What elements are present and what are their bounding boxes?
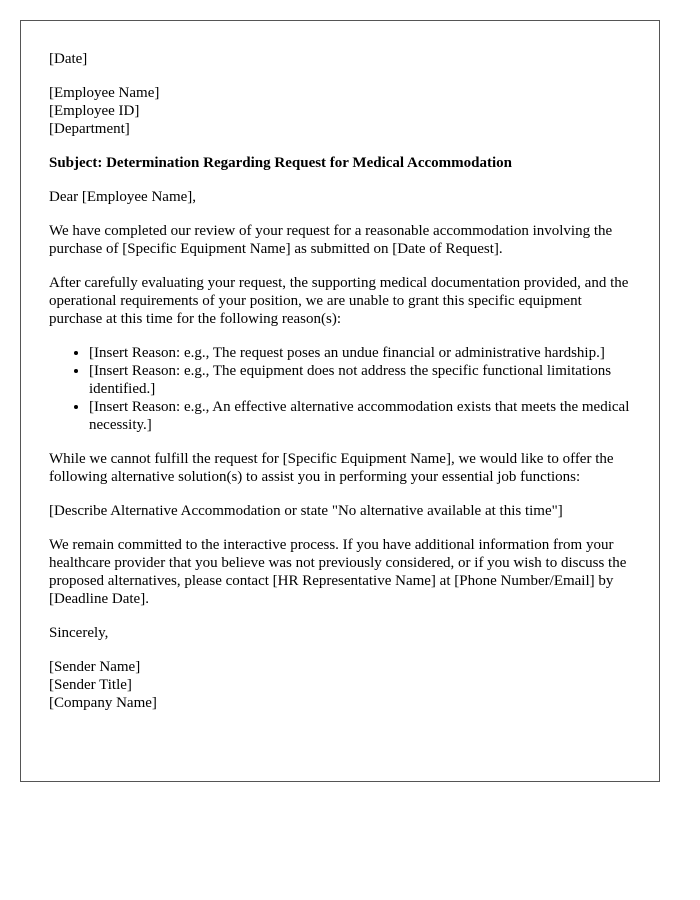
reasons-list <box>49 344 631 434</box>
paragraph-alternative-offer: While we cannot fulfill the request for [Specific Equipment Name], we would like to offer the following alternative solution(s) to assist you in performing your essential job functions: <box>49 451 614 485</box>
sender-company: [Company Name] <box>49 695 157 711</box>
recipient-block <box>49 84 631 138</box>
paragraph-interactive-process: We remain committed to the interactive process. If you have additional information from your healthcare provider that you believe was not previously considered, or if you wish to discuss the proposed alternatives, please contact [HR Representative Name] at [Phone Number/Email] by [Deadline Date]. <box>49 537 627 607</box>
signature-block <box>49 658 631 712</box>
subject-line: Subject: Determination Regarding Request for Medical Accommodation <box>49 155 512 171</box>
reason-item: • [Insert Reason: e.g., An effective alternative accommodation exists that meets the medical necessity.] <box>89 398 631 434</box>
letter-page <box>20 20 660 782</box>
paragraph-denial: After carefully evaluating your request, the supporting medical documentation provided, and the operational requirements of your position, we are unable to grant this specific equipment purchase at this time for the following reason(s): <box>49 275 629 327</box>
closing: Sincerely, <box>49 625 109 641</box>
sender-name: [Sender Name] <box>49 659 141 675</box>
letter-date: [Date] <box>49 51 88 67</box>
alternative-placeholder: [Describe Alternative Accommodation or state "No alternative available at this time"] <box>49 503 563 519</box>
recipient-id: [Employee ID] <box>49 103 140 119</box>
reason-item: • [Insert Reason: e.g., The equipment does not address the specific functional limitations identified.] <box>89 362 631 398</box>
greeting: Dear [Employee Name], <box>49 189 197 205</box>
sender-title: [Sender Title] <box>49 677 132 693</box>
recipient-department: [Department] <box>49 121 130 137</box>
paragraph-review: We have completed our review of your request for a reasonable accommodation involving the purchase of [Specific Equipment Name] as submitted on [Date of Request]. <box>49 223 613 257</box>
recipient-name: [Employee Name] <box>49 85 160 101</box>
reason-item: • [Insert Reason: e.g., The request poses an undue financial or administrative hardship.] <box>89 344 631 362</box>
